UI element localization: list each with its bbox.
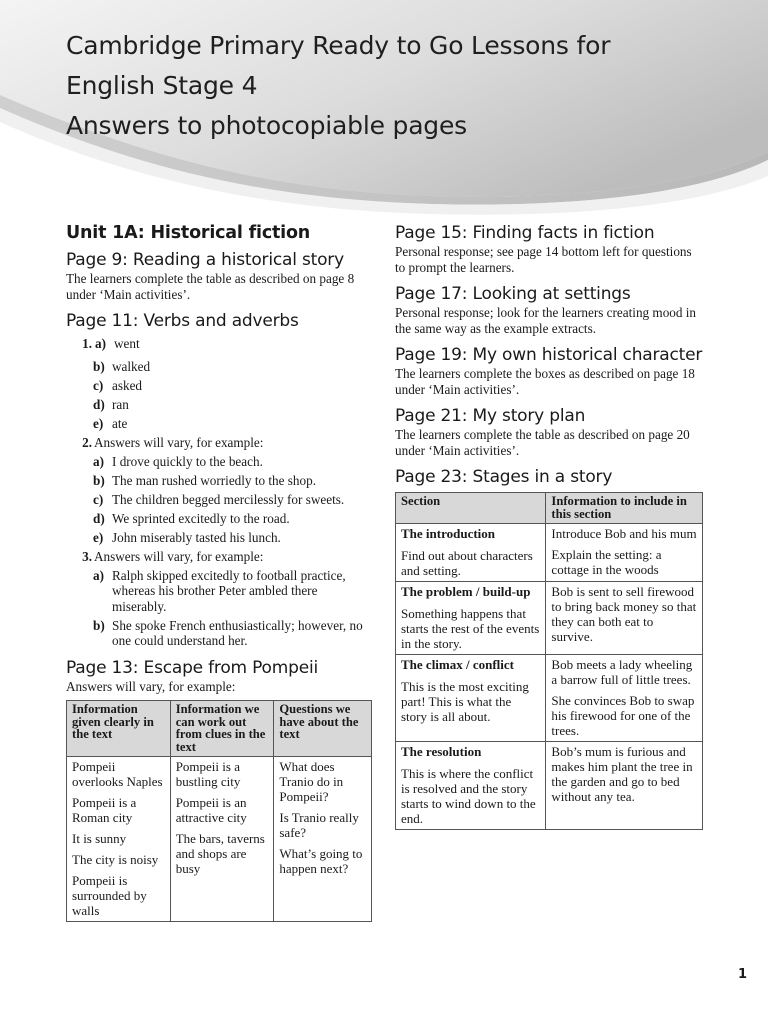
answer-item: d) ran: [93, 396, 129, 412]
table-row: [396, 524, 703, 582]
title-line-2: English Stage 4: [66, 71, 258, 100]
page-21-heading: Page 21: My story plan: [395, 406, 586, 426]
table-cell-questions: [274, 757, 372, 922]
answer-item: c) asked: [93, 377, 143, 393]
table-cell-given: [67, 757, 171, 922]
section-cell: [396, 655, 546, 742]
title-line-3: Answers to photocopiable pages: [66, 111, 467, 140]
section-cell: [396, 524, 546, 582]
table-header-row: [67, 701, 372, 757]
table-row: [396, 742, 703, 830]
cell-line: The bars, taverns and shops are busy: [175, 831, 265, 876]
table-header-cell: Information to include in this section: [546, 493, 703, 524]
answer-item: d) We sprinted excitedly to the road.: [93, 510, 290, 526]
title-line-1: Cambridge Primary Ready to Go Lessons for: [66, 31, 611, 60]
info-line: She convinces Bob to swap his firewood for one of the trees.: [551, 693, 695, 738]
question-3: 3. Answers will vary, for example:: [82, 548, 264, 564]
answer-item: e) ate: [93, 415, 128, 431]
section-cell: [396, 742, 546, 830]
page-11-answers: [66, 336, 372, 355]
cell-line: The city is noisy: [72, 852, 159, 867]
table-header-cell: Questions we have about the text: [274, 701, 372, 757]
section-title: The climax / conflict: [401, 657, 515, 672]
answer-item: b) walked: [93, 358, 151, 374]
table-row: [396, 655, 703, 742]
info-line: Bob’s mum is furious and makes him plant the tree in the garden and go to bed without any tea.: [551, 744, 693, 804]
info-cell: [546, 524, 703, 582]
question-3-list: [66, 549, 372, 565]
page-13-heading: Page 13: Escape from Pompeii: [66, 657, 319, 678]
question-number: 1.: [82, 336, 92, 351]
document-title: [66, 26, 756, 146]
info-cell: [546, 655, 703, 742]
left-column: [66, 220, 372, 922]
question-3-items: [93, 568, 372, 649]
page-11-heading: Page 11: Verbs and adverbs: [66, 311, 299, 331]
right-column: [395, 220, 703, 830]
page-number: 1: [737, 967, 747, 982]
table-header-cell: Information given clearly in the text: [67, 701, 171, 757]
cell-line: Pompeii is a bustling city: [175, 759, 241, 789]
table-header-row: [396, 493, 703, 524]
question-2-list: [66, 435, 372, 451]
answer-item: a) went: [95, 336, 140, 351]
question-1: [66, 336, 372, 355]
table-header-cell: Information we can work out from clues in the text: [170, 701, 274, 757]
section-description: Something happens that starts the rest of the events in the story.: [401, 606, 540, 651]
section-description: This is where the conflict is resolved and the story starts to wind down to the end.: [401, 766, 536, 826]
section-description: Find out about characters and setting.: [401, 548, 533, 578]
info-cell: [546, 582, 703, 655]
answer-item: c) The children begged mercilessly for sweets.: [93, 491, 345, 507]
section-title: The resolution: [401, 744, 482, 759]
cell-line: Pompeii overlooks Naples: [72, 759, 163, 789]
answer-item: a) Ralph skipped excitedly to football practice, whereas his brother Peter ambled there miserably.: [93, 567, 346, 614]
page-17-text: Personal response; look for the learners creating mood in the same way as the example extracts.: [395, 305, 697, 336]
section-title: The introduction: [401, 526, 496, 541]
info-line: Explain the setting: a cottage in the woods: [551, 547, 662, 577]
answer-item: e) John miserably tasted his lunch.: [93, 529, 281, 545]
table-header-cell: Section: [396, 493, 546, 524]
cell-line: What’s going to happen next?: [279, 846, 363, 876]
page-19-heading: Page 19: My own historical character: [395, 345, 703, 365]
table-row: [67, 757, 372, 922]
section-cell: [396, 582, 546, 655]
pompeii-table: [66, 700, 372, 922]
cell-line: It is sunny: [72, 831, 127, 846]
answer-item: a) I drove quickly to the beach.: [93, 453, 263, 469]
question-2-items: [93, 454, 372, 546]
page-19-text: The learners complete the boxes as described on page 18 under ‘Main activities’.: [395, 366, 695, 397]
cell-line: What does Tranio do in Pompeii?: [279, 759, 344, 804]
cell-line: Pompeii is a Roman city: [72, 795, 137, 825]
question-2: 2. Answers will vary, for example:: [82, 434, 264, 450]
page-15-heading: Page 15: Finding facts in fiction: [395, 223, 655, 243]
unit-title: Unit 1A: Historical fiction: [66, 223, 311, 243]
story-stages-table: [395, 492, 703, 830]
question-1-more-items: [93, 359, 372, 432]
info-line: Introduce Bob and his mum: [551, 526, 697, 541]
page-9-text: The learners complete the table as described on page 8 under ‘Main activities’.: [66, 271, 355, 302]
page-13-intro: Answers will vary, for example:: [66, 678, 236, 694]
page-21-text: The learners complete the table as described on page 20 under ‘Main activities’.: [395, 427, 690, 458]
cell-line: Is Tranio really safe?: [279, 810, 359, 840]
cell-line: Pompeii is surrounded by walls: [72, 873, 147, 918]
info-line: Bob meets a lady wheeling a barrow full of little trees.: [551, 657, 693, 687]
page-17-heading: Page 17: Looking at settings: [395, 284, 631, 304]
page-9-heading: Page 9: Reading a historical story: [66, 250, 344, 270]
section-title: The problem / build-up: [401, 584, 531, 599]
answer-item: b) She spoke French enthusiastically; however, no one could understand her.: [93, 617, 363, 648]
page-15-text: Personal response; see page 14 bottom left for questions to prompt the learners.: [395, 244, 692, 275]
section-description: This is the most exciting part! This is what the story is all about.: [401, 679, 529, 724]
table-cell-clues: [170, 757, 274, 922]
answer-item: b) The man rushed worriedly to the shop.: [93, 472, 316, 488]
table-row: [396, 582, 703, 655]
info-line: Bob is sent to sell firewood to bring back money so that they can both eat to survive.: [551, 584, 697, 644]
cell-line: Pompeii is an attractive city: [175, 795, 247, 825]
question-1-items: [94, 336, 372, 352]
info-cell: [546, 742, 703, 830]
page-23-heading: Page 23: Stages in a story: [395, 467, 613, 487]
